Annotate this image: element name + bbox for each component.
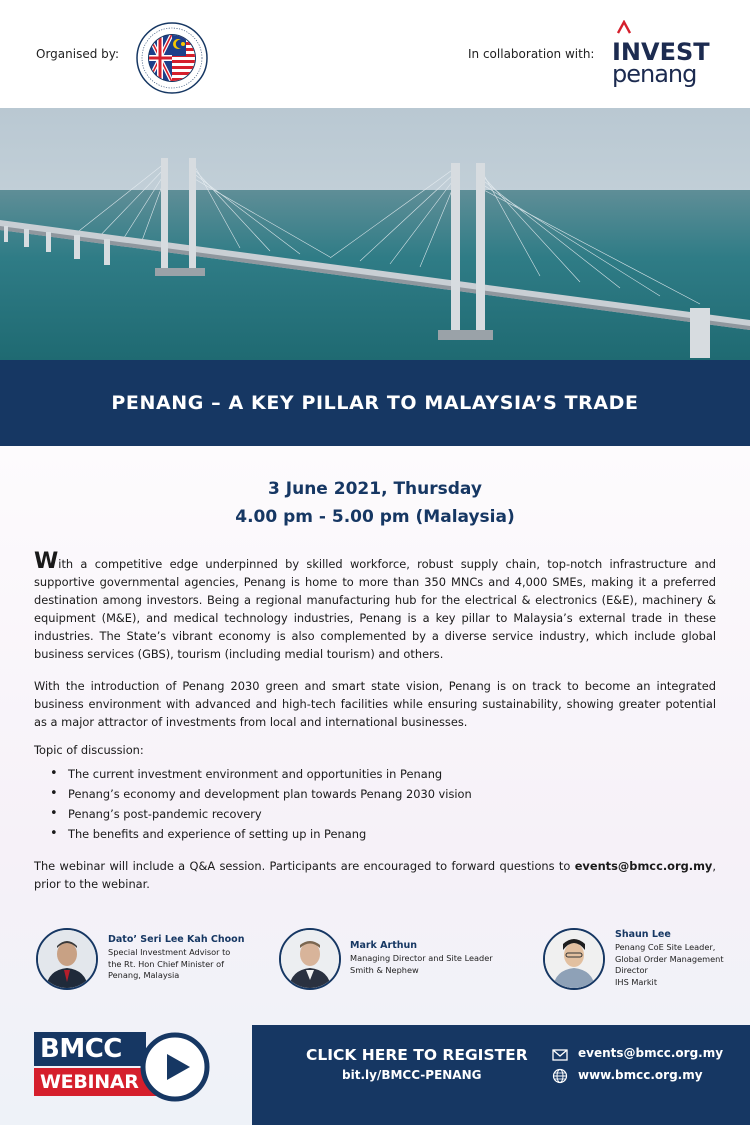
topics-heading: Topic of discussion:: [34, 743, 144, 757]
speaker-photo-mark-arthun: [279, 928, 341, 990]
bmcc-seal-logo: [136, 22, 208, 94]
badge-webinar-text: WEBINAR: [34, 1068, 158, 1096]
envelope-icon: [552, 1047, 568, 1063]
topic-item: • Penang’s post-pandemic recovery: [48, 804, 472, 824]
qa-text-before: The webinar will include a Q&A session. Participants are encouraged to forward questions to: [34, 859, 575, 873]
invest-penang-logo: [612, 20, 716, 90]
drop-cap: W: [34, 549, 59, 574]
speaker-photo-lee-kah-choon: [36, 928, 98, 990]
speaker-role: [108, 947, 258, 982]
event-time: 4.00 pm - 5.00 pm (Malaysia): [235, 507, 515, 527]
organised-by-label: Organised by:: [36, 47, 120, 61]
speaker-name: Dato’ Seri Lee Kah Choon: [108, 934, 245, 945]
topic-item: • The benefits and experience of setting up in Penang: [48, 824, 472, 844]
speaker-role-line: Penang, Malaysia: [108, 970, 180, 980]
contact-email-link[interactable]: events@bmcc.org.my: [578, 1046, 724, 1060]
speaker-role-line: Special Investment Advisor to: [108, 947, 231, 957]
topic-item: • The current investment environment and opportunities in Penang: [48, 764, 472, 784]
topic-item: • Penang’s economy and development plan towards Penang 2030 vision: [48, 784, 472, 804]
person-icon: [281, 930, 339, 988]
person-icon: [545, 930, 603, 988]
speaker-role-line: the Rt. Hon Chief Minister of: [108, 958, 224, 969]
speaker-role-line: Smith & Nephew: [350, 964, 419, 975]
topics-list: [48, 764, 472, 844]
title-band: [0, 360, 750, 446]
speaker-name: Mark Arthun: [350, 940, 418, 951]
speaker-role-line: IHS Markit: [615, 976, 658, 987]
speaker-role: [615, 942, 750, 988]
qa-email-link[interactable]: events@bmcc.org.my: [574, 859, 713, 873]
speaker-role: [350, 953, 500, 976]
event-title: PENANG – A KEY PILLAR TO MALAYSIA’S TRADE: [111, 392, 639, 414]
caret-up-icon: [617, 20, 631, 34]
register-link[interactable]: bit.ly/BMCC-PENANG: [342, 1068, 482, 1082]
speaker-photo-shaun-lee: [543, 928, 605, 990]
intro-paragraph: [34, 549, 716, 663]
person-icon: [38, 930, 96, 988]
invest-penang-logo-line1: INVEST: [612, 38, 710, 66]
intro-paragraph-text: ith a competitive edge underpinned by skilled workforce, robust supply chain, top-notch infrastructure and supportive governmental agencies, Penang is home to more than 350 MNCs and 4,000 SMEs, making it a preferred destination among investors. Being a regional manufacturing hub for the electrical & electronics (E&E), machinery & equipment (M&E), and medical technology industries, Penang is a key pillar to Malaysia’s external trade in these industries. The State’s vibrant economy is also complemented by a diverse service industry, which include global business services (GBS), tourism (including medial tourism) and others.: [34, 557, 716, 661]
play-icon: [140, 1032, 210, 1102]
globe-icon: [552, 1068, 568, 1084]
badge-bmcc-text: BMCC: [34, 1032, 146, 1066]
vision-paragraph: With the introduction of Penang 2030 green and smart state vision, Penang is on track to become an integrated business environment with advanced and high-tech facilities while ensuring sustainability, showing greater potential as a major attractor of investments from local and international businesses.: [34, 679, 716, 729]
contact-website-link[interactable]: www.bmcc.org.my: [578, 1068, 703, 1082]
speaker-role-line: Global Order Management: [615, 953, 724, 964]
penang-bridge-photo: [0, 108, 750, 360]
speaker-role-line: Managing Director and Site Leader: [350, 953, 493, 963]
speaker-role-line: Director: [615, 965, 648, 975]
qa-text-after: , prior to the webinar.: [34, 859, 716, 891]
header: [0, 0, 750, 108]
event-date: 3 June 2021, Thursday: [268, 479, 482, 499]
speaker-name: Shaun Lee: [615, 929, 671, 940]
collaboration-label: In collaboration with:: [468, 47, 595, 61]
invest-penang-logo-line2: penang: [612, 60, 697, 88]
register-button[interactable]: CLICK HERE TO REGISTER: [306, 1046, 528, 1064]
qa-paragraph: [34, 857, 716, 893]
speaker-role-line: Penang CoE Site Leader,: [615, 942, 716, 952]
bmcc-webinar-badge: [34, 1032, 214, 1102]
